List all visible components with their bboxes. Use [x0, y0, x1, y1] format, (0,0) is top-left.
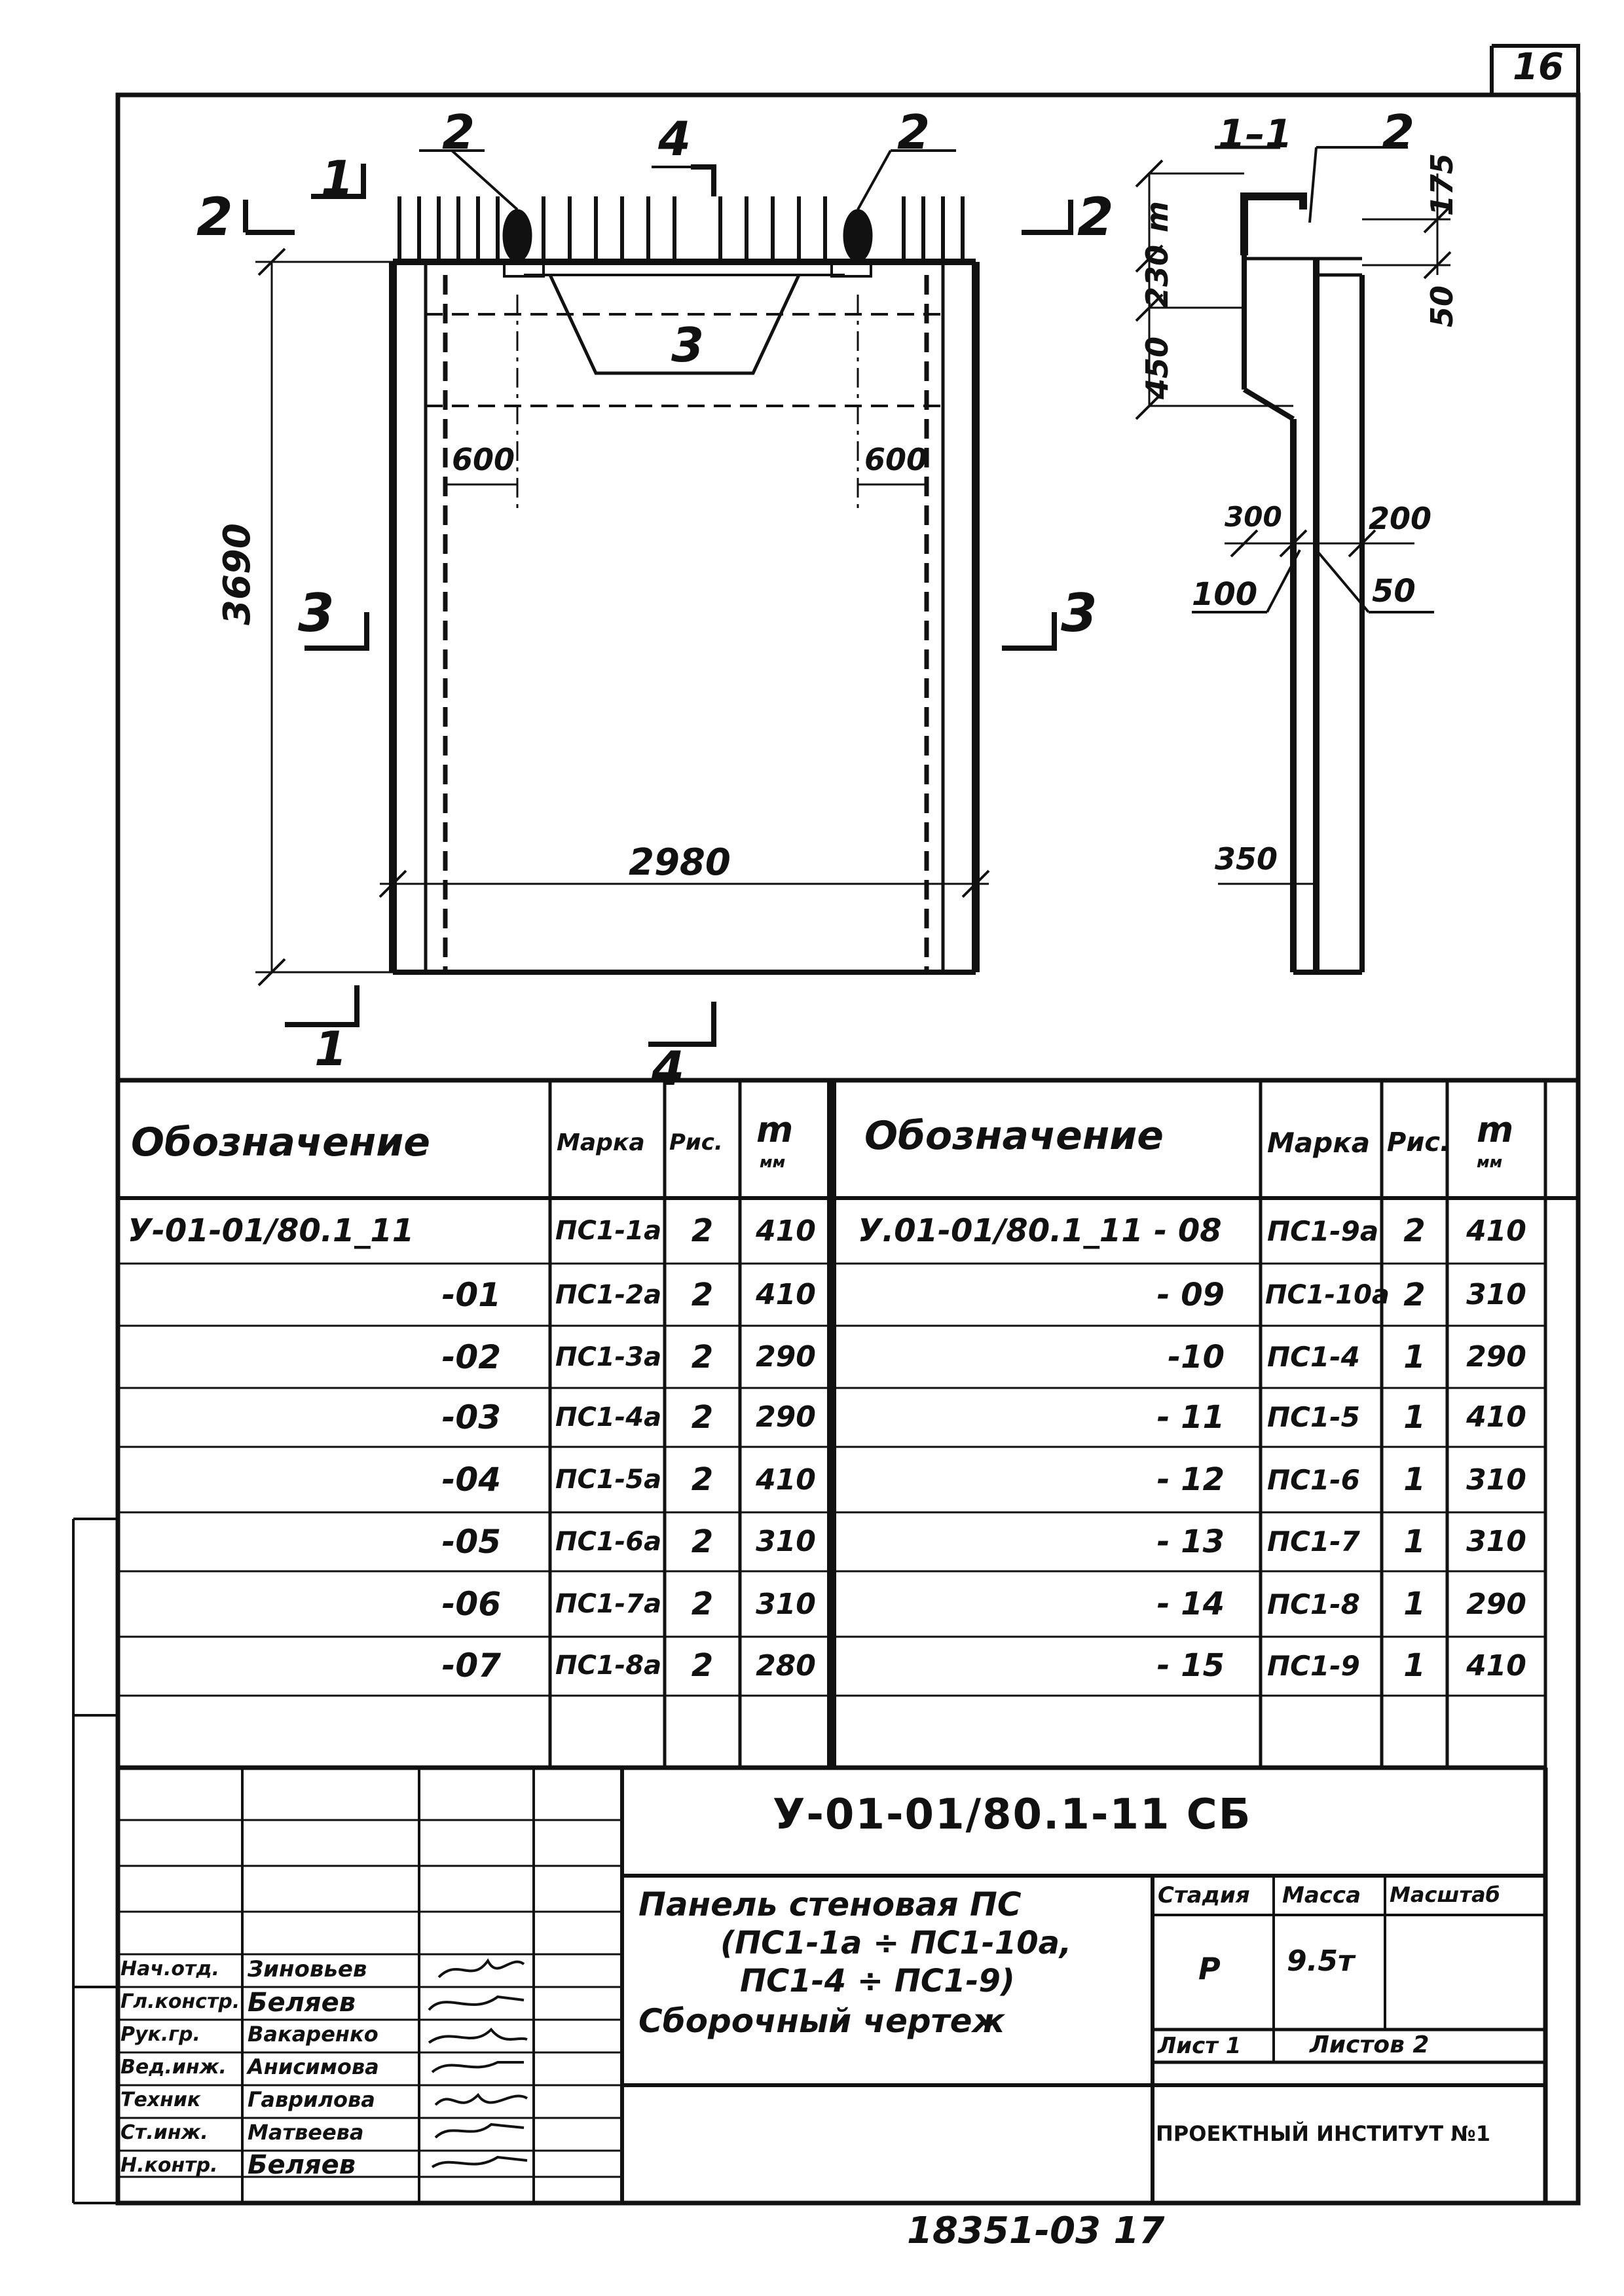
right-row-8-m: 410	[1466, 1649, 1526, 1683]
right-row-2-mark: ПС1-10а	[1265, 1279, 1390, 1310]
dim-50: 50	[1372, 573, 1416, 610]
left-row-6-designation: -05	[441, 1522, 501, 1561]
right-row-1-mark: ПС1-9а	[1267, 1214, 1379, 1247]
left-row-5-mark: ПС1-5а	[555, 1465, 662, 1495]
left-row-3-fig: 2	[691, 1338, 714, 1376]
right-row-6-m: 310	[1466, 1525, 1526, 1558]
cut-label-3-left: 3	[298, 583, 335, 644]
left-row-1-fig: 2	[691, 1212, 714, 1249]
institute-name: ПРОЕКТНЫЙ ИНСТИТУТ №1	[1156, 2121, 1491, 2146]
left-row-7-m: 310	[756, 1587, 816, 1621]
dim-width-2980: 2980	[629, 841, 731, 884]
right-row-5-mark: ПС1-6	[1267, 1463, 1360, 1496]
mass-value: 9.5т	[1287, 1944, 1355, 1978]
header-fig-left: Рис.	[669, 1129, 723, 1156]
cut-label-4-bottom: 4	[652, 1041, 685, 1096]
sign-role-3: Рук.гр.	[120, 2023, 200, 2046]
sign-role-7: Н.контр.	[120, 2154, 218, 2177]
header-m-unit-right: мм	[1477, 1153, 1503, 1171]
title-line-2: (ПС1-1а ÷ ПС1-10а,	[720, 1925, 1072, 1961]
callout-2-right: 2	[897, 105, 931, 160]
signature-scribbles	[429, 1961, 527, 2167]
header-m-unit-left: мм	[760, 1153, 786, 1171]
title-line-3: ПС1-4 ÷ ПС1-9)	[740, 1963, 1015, 1999]
cut-label-3-right: 3	[1061, 583, 1098, 644]
title-line-4: Сборочный чертеж	[638, 2002, 1005, 2040]
left-row-5-m: 410	[756, 1463, 816, 1497]
cut-label-1-bottom: 1	[314, 1021, 348, 1076]
right-row-8-fig: 1	[1403, 1647, 1426, 1684]
dim-600-left: 600	[452, 442, 515, 477]
left-row-5-fig: 2	[691, 1461, 714, 1498]
right-row-3-m: 290	[1466, 1340, 1526, 1374]
footer-code: 18351-03 17	[907, 2210, 1165, 2252]
sign-name-3: Вакаренко	[248, 2022, 378, 2047]
left-row-2-fig: 2	[691, 1276, 714, 1313]
dim-100: 100	[1192, 576, 1258, 613]
left-row-7-fig: 2	[691, 1586, 714, 1622]
dim-350: 350	[1215, 841, 1278, 877]
left-row-1-m: 410	[756, 1214, 816, 1248]
sign-name-6: Матвеева	[248, 2120, 364, 2145]
dim-200: 200	[1369, 501, 1432, 536]
right-row-2-m: 310	[1466, 1278, 1526, 1311]
sign-role-1: Нач.отд.	[120, 1958, 219, 1980]
sheet-number: 16	[1513, 46, 1564, 88]
right-row-6-designation: - 13	[1156, 1523, 1225, 1560]
right-row-7-m: 290	[1466, 1587, 1526, 1621]
left-row-6-fig: 2	[691, 1523, 714, 1560]
side-section	[1136, 147, 1450, 972]
left-row-8-m: 280	[756, 1649, 816, 1683]
left-row-4-m: 290	[756, 1400, 816, 1434]
right-row-5-m: 310	[1466, 1463, 1526, 1497]
left-row-4-fig: 2	[691, 1398, 714, 1436]
right-row-1-m: 410	[1466, 1214, 1526, 1248]
callout-4-top: 4	[658, 111, 692, 166]
scale-label: Масштаб	[1390, 1882, 1500, 1907]
left-row-4-mark: ПС1-4а	[555, 1402, 662, 1432]
stage-value: Р	[1198, 1951, 1221, 1986]
sign-name-2: Беляев	[248, 1988, 356, 2018]
front-view	[246, 151, 1071, 1044]
cut-label-2-right: 2	[1077, 187, 1114, 247]
right-row-3-fig: 1	[1403, 1338, 1426, 1376]
sheet-label: Лист 1	[1158, 2033, 1242, 2059]
header-designation-left: Обозначение	[131, 1120, 431, 1165]
title-line-1: Панель стеновая ПС	[638, 1886, 1022, 1923]
left-row-8-designation: -07	[441, 1647, 501, 1685]
right-row-4-mark: ПС1-5	[1267, 1401, 1360, 1433]
left-row-2-designation: -01	[441, 1275, 501, 1314]
sign-role-6: Ст.инж.	[120, 2121, 208, 2144]
dim-height-3690: 3690	[216, 523, 259, 625]
cut-label-2-left: 2	[196, 187, 233, 247]
dim-50-top: 50	[1424, 285, 1460, 327]
left-row-8-fig: 2	[691, 1647, 714, 1684]
right-row-4-fig: 1	[1403, 1398, 1426, 1436]
callout-3-opening: 3	[671, 318, 705, 373]
left-row-7-mark: ПС1-7а	[555, 1589, 662, 1619]
right-row-8-designation: - 15	[1156, 1647, 1225, 1684]
sign-role-4: Вед.инж.	[120, 2056, 227, 2079]
unit-m: m	[1139, 201, 1175, 232]
dim-175: 175	[1424, 153, 1460, 216]
right-row-2-fig: 2	[1403, 1276, 1426, 1313]
right-row-1-designation: У.01-01/80.1_11 - 08	[858, 1212, 1222, 1249]
callout-2-left: 2	[442, 105, 475, 160]
right-row-3-mark: ПС1-4	[1267, 1341, 1360, 1373]
dim-300: 300	[1225, 501, 1282, 533]
header-fig-right: Рис.	[1387, 1127, 1450, 1157]
right-row-6-mark: ПС1-7	[1267, 1525, 1360, 1558]
header-mark-right: Марка	[1267, 1126, 1371, 1159]
left-row-6-mark: ПС1-6а	[555, 1526, 662, 1557]
left-row-1-designation: У-01-01/80.1_11	[128, 1212, 415, 1249]
header-m-right: m	[1477, 1108, 1514, 1150]
left-row-3-mark: ПС1-3а	[555, 1341, 662, 1372]
header-mark-left: Марка	[557, 1129, 645, 1156]
left-row-3-m: 290	[756, 1340, 816, 1374]
stage-label: Стадия	[1158, 1882, 1250, 1908]
cut-label-1-top: 1	[321, 151, 354, 206]
right-row-7-fig: 1	[1403, 1586, 1426, 1622]
header-designation-right: Обозначение	[864, 1113, 1164, 1159]
left-row-6-m: 310	[756, 1525, 816, 1558]
left-row-3-designation: -02	[441, 1338, 501, 1376]
dim-600-right: 600	[864, 442, 928, 477]
right-row-8-mark: ПС1-9	[1267, 1649, 1360, 1682]
right-row-4-m: 410	[1466, 1400, 1526, 1434]
left-row-2-m: 410	[756, 1278, 816, 1311]
right-row-2-designation: - 09	[1156, 1276, 1225, 1313]
right-row-7-designation: - 14	[1156, 1586, 1225, 1622]
sign-role-5: Техник	[120, 2088, 201, 2111]
right-row-4-designation: - 11	[1156, 1398, 1225, 1436]
right-row-1-fig: 2	[1403, 1212, 1426, 1249]
left-row-2-mark: ПС1-2а	[555, 1279, 662, 1310]
sheets-label: Листов 2	[1310, 2032, 1430, 2058]
right-row-7-mark: ПС1-8	[1267, 1588, 1360, 1620]
left-row-4-designation: -03	[441, 1398, 501, 1436]
doc-code: У-01-01/80.1-11 СБ	[773, 1791, 1252, 1839]
side-callout-2: 2	[1382, 105, 1415, 160]
right-row-5-fig: 1	[1403, 1461, 1426, 1498]
sign-name-1: Зиновьев	[248, 1956, 367, 1982]
sign-name-5: Гаврилова	[248, 2087, 375, 2112]
left-row-8-mark: ПС1-8а	[555, 1650, 662, 1681]
left-row-7-designation: -06	[441, 1585, 501, 1623]
right-row-6-fig: 1	[1403, 1523, 1426, 1560]
sign-name-7: Беляев	[248, 2150, 356, 2180]
right-row-3-designation: -10	[1168, 1338, 1225, 1376]
sign-role-2: Гл.констр.	[120, 1990, 240, 2013]
header-m-left: m	[756, 1108, 794, 1150]
section-title-1-1: 1–1	[1218, 111, 1293, 157]
sign-name-4: Анисимова	[248, 2054, 379, 2079]
left-row-1-mark: ПС1-1а	[555, 1216, 662, 1246]
right-row-5-designation: - 12	[1156, 1461, 1225, 1498]
left-row-5-designation: -04	[441, 1461, 501, 1499]
mass-label: Масса	[1282, 1882, 1361, 1908]
dim-230: 230	[1139, 244, 1175, 308]
dim-450: 450	[1139, 336, 1175, 399]
